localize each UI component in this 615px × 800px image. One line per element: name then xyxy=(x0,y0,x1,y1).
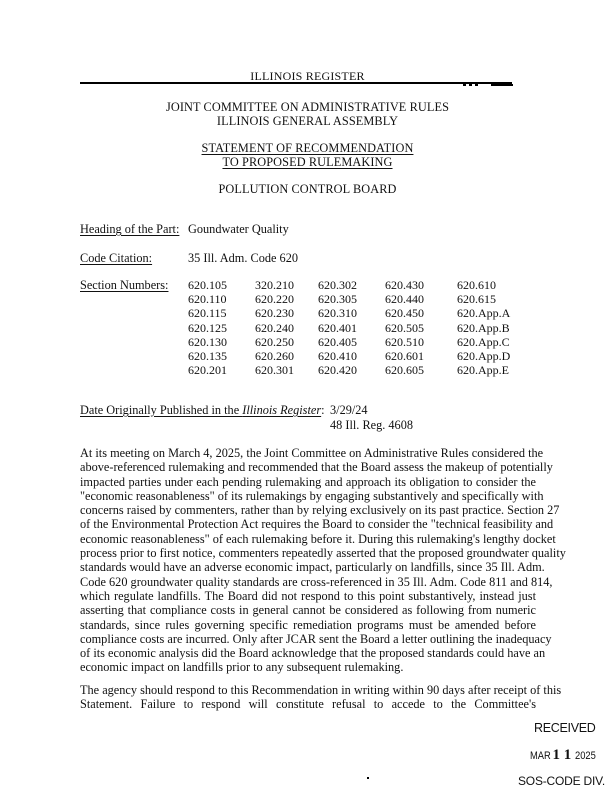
paragraph-line: economic reasonableness" of each rulemaking before it. During this rulemaking's lengthy docket xyxy=(80,531,556,546)
code-label-row xyxy=(80,251,152,266)
paragraph-line: of the Environmental Protection Act requires the Board to consider the "technical feasibility and xyxy=(80,517,554,532)
section-number: 620.115 xyxy=(188,306,227,321)
published-citation: 48 Ill. Reg. 4608 xyxy=(330,418,413,432)
section-number: 620.301 xyxy=(255,363,294,378)
section-number: 620.410 xyxy=(318,349,357,364)
section-number: 620.310 xyxy=(318,306,357,321)
published-label-colon: : xyxy=(321,403,325,417)
paragraph-line: Statement. Failure to respond will constitute refusal to accede to the Committee's xyxy=(80,697,536,712)
header-rule-mark xyxy=(469,84,472,86)
stamp-year: 2025 xyxy=(574,750,596,762)
recommendation-paragraph xyxy=(80,446,566,675)
section-number: 620.App.C xyxy=(457,334,510,349)
section-number: 620.230 xyxy=(255,306,294,321)
section-number: 620.405 xyxy=(318,334,357,349)
section-number: 620.601 xyxy=(385,349,424,364)
statement-title-line1 xyxy=(0,141,615,156)
section-numbers-label: Section Numbers: xyxy=(80,278,169,292)
paragraph-line: above-referenced rulemaking and recommended that the Board assess the makeup of potentially xyxy=(80,460,553,475)
code-citation-value: 35 Ill. Adm. Code 620 xyxy=(188,251,298,265)
header-rule-mark xyxy=(491,84,513,86)
section-number: 620.440 xyxy=(385,292,424,307)
section-number: 620.450 xyxy=(385,306,424,321)
section-number: 620.505 xyxy=(385,320,424,335)
paragraph-line: Code 620 groundwater quality standards are cross-referenced in 35 Ill. Adm. Code 811 and 814, xyxy=(80,574,553,589)
stray-mark xyxy=(367,777,369,779)
paragraph-line: economic impact on landfills prior to any subsequent rulemaking. xyxy=(80,660,404,675)
stamp-month: MAR xyxy=(530,750,551,762)
sections-label-row xyxy=(80,278,168,293)
paragraph-line: standards, since rules governing specific remediation programs must be amended before xyxy=(80,617,536,632)
published-label xyxy=(80,403,321,417)
published-label-row xyxy=(80,403,325,418)
section-number: 620.105 xyxy=(188,278,227,292)
section-number: 620.App.E xyxy=(457,363,509,378)
section-number: 620.420 xyxy=(318,363,357,378)
paragraph-line: process prior to first notice, commenters repeatedly asserted that the proposed groundwater quality xyxy=(80,546,566,561)
section-number: 620.125 xyxy=(188,320,227,335)
section-number: 620.App.B xyxy=(457,320,510,335)
section-number: 620.510 xyxy=(385,334,424,349)
stamp-day: 1 1 xyxy=(552,747,572,763)
section-number: 620.201 xyxy=(188,363,227,378)
paragraph-line: standards would have an adverse economic impact, particularly on landfills, since 35 Ill. Adm. xyxy=(80,560,545,575)
section-number: 620.260 xyxy=(255,349,294,364)
header-rule-mark xyxy=(463,84,466,86)
section-number: 620.130 xyxy=(188,334,227,349)
section-number: 620.App.A xyxy=(457,306,511,321)
section-column-2 xyxy=(255,278,294,377)
heading-value: Goundwater Quality xyxy=(188,222,289,236)
heading-label-row xyxy=(80,222,179,237)
section-number: 620.110 xyxy=(188,292,227,307)
header-rule-mark xyxy=(475,84,478,86)
section-number: 620.135 xyxy=(188,349,227,364)
code-citation-label: Code Citation: xyxy=(80,251,153,265)
section-number: 320.210 xyxy=(255,278,294,292)
received-stamp-date xyxy=(530,747,599,764)
section-number: 620.610 xyxy=(457,278,496,292)
section-number: 620.240 xyxy=(255,320,294,335)
paragraph-line: "economic reasonableness" of its rulemakings by engaging substantively and specifically with xyxy=(80,488,544,503)
section-number: 620.305 xyxy=(318,292,357,307)
section-number: 620.615 xyxy=(457,292,496,307)
paragraph-line: impacted parties under each pending rulemaking and approach its obligation to consider the xyxy=(80,474,536,489)
register-title: ILLINOIS REGISTER xyxy=(250,69,365,83)
statement-title-text: STATEMENT OF RECOMMENDATION xyxy=(201,141,414,155)
paragraph-line: of its economic analysis did the Board acknowledge that the proposed standards could have an xyxy=(80,646,546,661)
heading-label: Heading of the Part: xyxy=(80,222,180,236)
paragraph-line: compliance costs are incurred. Only after JCAR sent the Board a letter outlining the inadequacy xyxy=(80,631,552,646)
received-stamp-label: RECEIVED xyxy=(534,720,596,736)
section-number: 620.App.D xyxy=(457,349,511,364)
section-column-4 xyxy=(385,278,424,377)
assembly-name: ILLINOIS GENERAL ASSEMBLY xyxy=(216,114,399,128)
agency-name: POLLUTION CONTROL BOARD xyxy=(218,182,397,196)
section-column-5 xyxy=(457,278,510,377)
register-name: Illinois Register xyxy=(242,403,322,417)
statement-title-line2 xyxy=(0,155,615,170)
statement-subtitle-text: TO PROPOSED RULEMAKING xyxy=(222,155,393,169)
section-number: 620.250 xyxy=(255,334,294,349)
section-number: 620.605 xyxy=(385,363,424,378)
received-stamp-division: SOS-CODE DIV. xyxy=(518,774,605,788)
committee-name: JOINT COMMITTEE ON ADMINISTRATIVE RULES xyxy=(165,100,450,114)
section-number: 620.302 xyxy=(318,278,357,292)
section-number: 620.220 xyxy=(255,292,294,307)
response-paragraph xyxy=(80,683,562,712)
paragraph-line: The agency should respond to this Recommendation in writing within 90 days after receipt of this xyxy=(80,683,562,697)
paragraph-line: At its meeting on March 4, 2025, the Joint Committee on Administrative Rules considered the xyxy=(80,446,544,460)
section-number: 620.430 xyxy=(385,278,424,292)
published-date: 3/29/24 xyxy=(330,403,368,417)
section-column-3 xyxy=(318,278,357,377)
paragraph-line: asserting that compliance costs in general cannot be considered as following from numeric xyxy=(80,603,536,618)
paragraph-line: which regulate landfills. The Board did not respond to this point substantively, instead just xyxy=(80,588,536,603)
section-column-1 xyxy=(188,278,227,377)
section-number: 620.401 xyxy=(318,320,357,335)
paragraph-line: concerns raised by commenters, rather than by relying exclusively on its past practice. Section 27 xyxy=(80,503,560,518)
published-label-prefix: Date Originally Published in the xyxy=(80,403,243,417)
